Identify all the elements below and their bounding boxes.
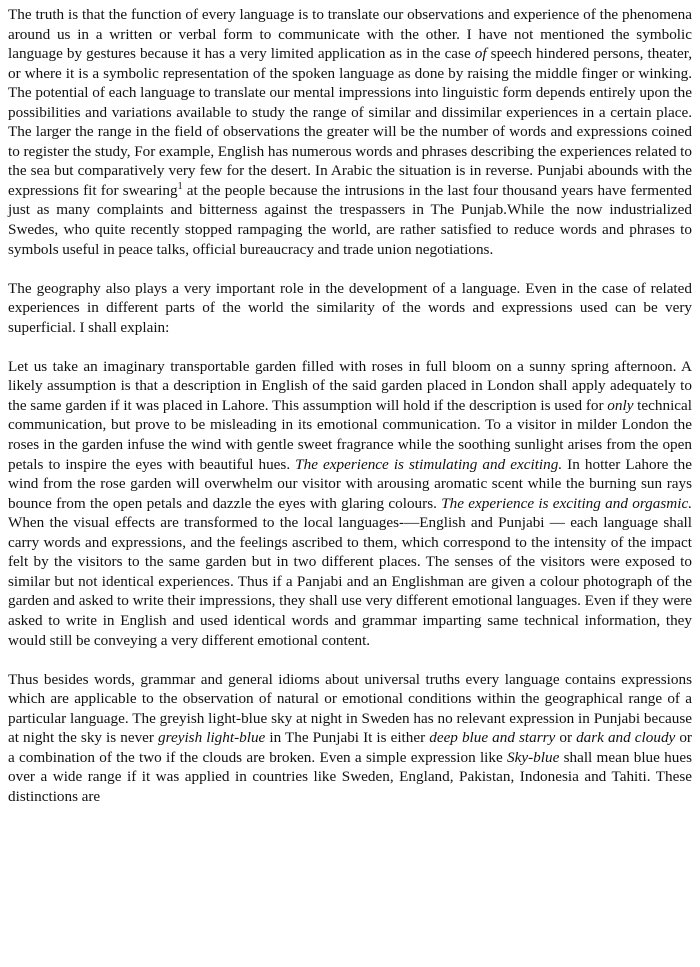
- italic-text-run: The experience is exciting and orgasmic.: [441, 494, 692, 512]
- paragraph-language-function: [8, 5, 692, 259]
- italic-text-run: greyish light-blue: [158, 729, 266, 747]
- text-run: shall mean blue hues over a wide range if it was applied in countries like Sweden, England, Pakistan, Indonesia and Tahiti. These distinctions are: [8, 748, 692, 805]
- document-page: [8, 5, 692, 806]
- italic-text-run: dark and cloudy: [576, 729, 676, 747]
- paragraph-rose-garden: [8, 357, 692, 650]
- footnote-marker: 1: [177, 180, 183, 192]
- italic-text-run: The experience is stimulating and exciting.: [295, 455, 563, 473]
- text-run: or: [555, 729, 577, 747]
- text-run: technical communication, but prove to be misleading in its emotional communication. To a visitor in milder London the roses in the garden infuse the wind with gentle sweet fragrance while the soothing sunlight arises from the open petals to inspire the eyes with beautiful hues.: [8, 396, 692, 473]
- italic-text-run: deep blue and starry: [429, 729, 556, 747]
- text-run: or a combination of the two if the clouds are broken. Even a simple expression like: [8, 729, 692, 766]
- text-run: in The Punjabi It is either: [265, 729, 430, 747]
- text-run: In hotter Lahore the wind from the rose garden will overwhelm our visitor with arousing aromatic scent while the burning sun rays bounce from the open petals and dazzle the eyes with glaring colours.: [8, 455, 692, 512]
- text-run: Thus besides words, grammar and general idioms about universal truths every language contains expressions which are applicable to the observation of natural or emotional conditions within the geographical range of a particular language. The greyish light-blue sky at night in Sweden has no relevant expression in Punjabi because at night the sky is never: [8, 670, 692, 747]
- italic-text-run: only: [607, 396, 634, 414]
- paragraph-sky-expressions: [8, 670, 692, 807]
- text-run: The truth is that the function of every language is to translate our observations and experience of the phenomena around us in a written or verbal form to communicate with the other. I have not mentioned the symbolic language by gestures because it has a very limited application as in the case: [8, 6, 692, 63]
- italic-text-run: Sky-blue: [507, 748, 560, 766]
- text-run: speech hindered persons, theater, or where it is a symbolic representation of the spoken language as done by raising the middle finger or winking. The potential of each language to translate our mental impressions into linguistic form depends entirely upon the possibilities and variations available to study the range of similar and dissimilar experiences in a certain place. The larger the range in the field of observations the greater will be the number of words and expressions coined to register the study, For example, English has numerous words and phrases describing the experiences related to the sea but comparatively very few for the desert. In Arabic the situation is in reverse. Punjabi abounds with the expressions fit for swearing: [8, 45, 692, 199]
- paragraph-geography: [8, 279, 692, 338]
- italic-text-run: of: [474, 45, 487, 63]
- text-run: The geography also plays a very important role in the development of a language. Even in the case of related experiences in different parts of the world the similarity of the words and expressions used can be very superficial. I shall explain:: [8, 279, 692, 336]
- text-run: Let us take an imaginary transportable garden filled with roses in full bloom on a sunny spring afternoon. A likely assumption is that a description in English of the said garden placed in London shall apply adequately to the same garden if it was placed in Lahore. This assumption will hold if the description is used for: [8, 357, 692, 414]
- text-run: When the visual effects are transformed to the local languages-—English and Punjabi — each language shall carry words and expressions, and the feelings ascribed to them, which correspond to the intensity of the impact felt by the visitors to the same garden but in two different places. The senses of the visitors were exposed to similar but not identical experiences. Thus if a Panjabi and an Englishman are given a colour photograph of the garden and asked to write their impressions, they shall use very different emotional languages. Even if they were asked to write in English and used identical words and grammar imparting same technical information, they would still be conveying a very different emotional content.: [8, 514, 692, 649]
- text-run: at the people because the intrusions in the last four thousand years have fermented just as many complaints and bitterness against the trespassers in The Punjab.While the now industrialized Swedes, who quite recently stopped rampaging the world, are rather satisfied to reduce words and phrases to symbols useful in peace talks, official bureaucracy and trade union negotiations.: [8, 181, 693, 258]
